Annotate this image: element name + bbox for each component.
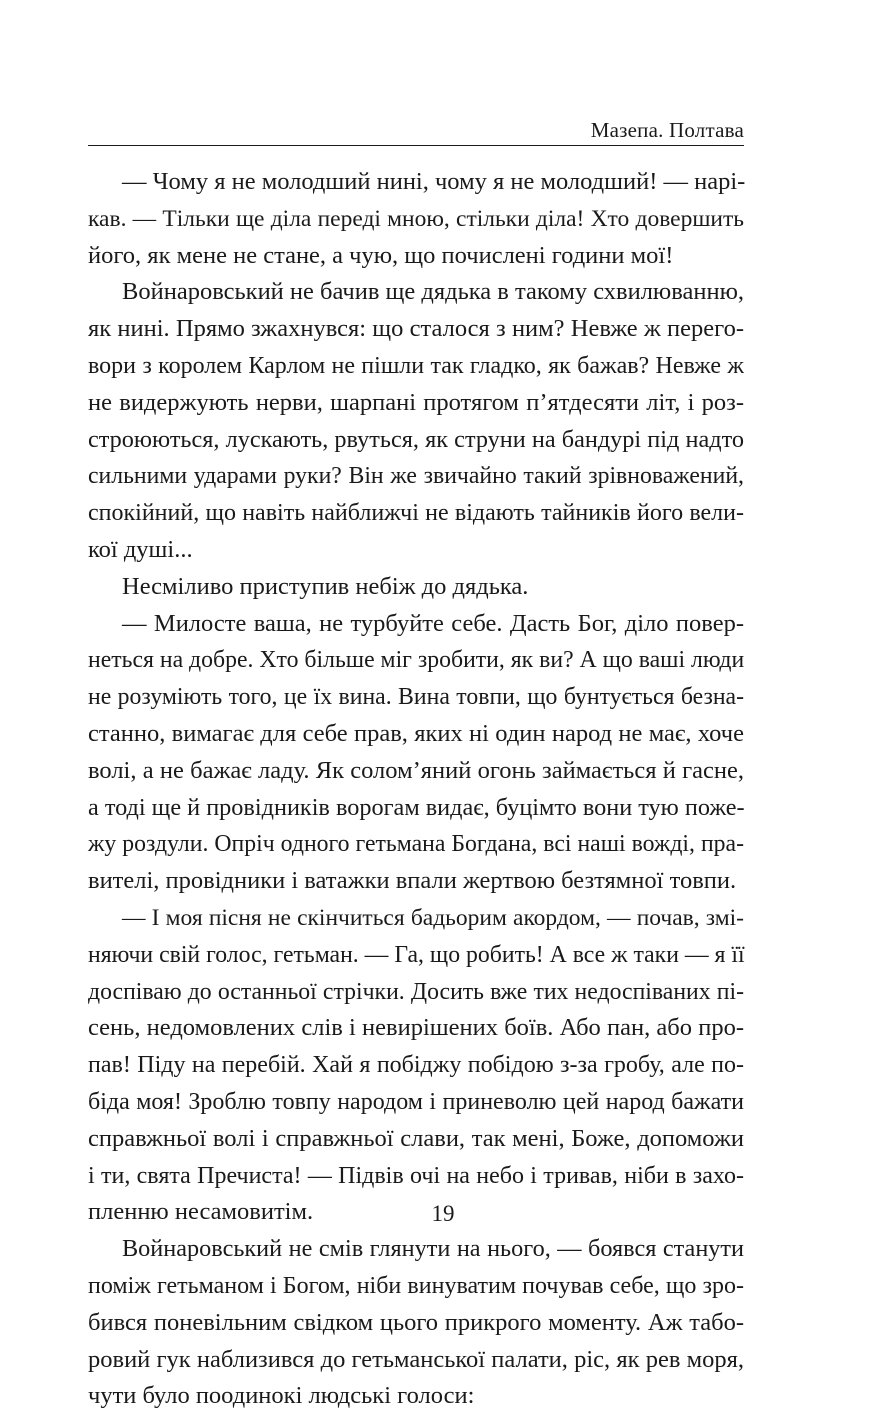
text-line: — І моя пісня не скінчиться бадьорим акордом, — почав, змі- (122, 904, 744, 931)
text-line: — Чому я не молодший нині, чому я не молодший! — нарі- (122, 168, 746, 195)
text-line: чути було поодинокі людські голоси: (88, 1382, 475, 1410)
text-line: доспіваю до останньої стрічки. Досить вже тих недоспіваних пі- (88, 978, 744, 1005)
text-line: поміж гетьманом і Богом, ніби винуватим почував себе, що зро- (88, 1272, 744, 1299)
text-line: станно, вимагає для себе прав, яких ні один народ не має, хоче (88, 719, 744, 747)
text-line: біда моя! Зроблю товпу народом і приневолю цей народ бажати (88, 1088, 744, 1115)
text-line: волі, а не бажає ладу. Як солом’яний огонь займається й гасне, (88, 756, 744, 784)
text-line: строюються, лускають, рвуться, як струни на бандурі під надто (88, 425, 744, 453)
header-rule (88, 145, 744, 146)
text-line: Войнаровський не смів глянути на нього, — боявся станути (122, 1235, 744, 1263)
text-line: — Милосте ваша, не турбуйте себе. Дасть Бог, діло повер- (122, 609, 744, 637)
text-line: кав. — Тільки ще діла переді мною, стільки діла! Хто довершить (88, 205, 744, 232)
text-line: жу роздули. Опріч одного гетьмана Богдана, всі наші вожді, пра- (88, 831, 744, 858)
text-line: сильними ударами руки? Він же звичайно такий зрівноважений, (88, 463, 744, 490)
text-line: спокійний, що навіть найближчі не відають тайників його вели- (88, 500, 744, 527)
text-line: неться на добре. Хто більше міг зробити, як ви? А що ваші люди (88, 647, 745, 674)
text-line: не видержують нерви, шарпані протягом п’ятдесяти літ, і роз- (88, 388, 744, 416)
text-line: справжньої волі і справжньої слави, так мені, Боже, допоможи (88, 1124, 744, 1152)
text-line: ровий гук наблизився до гетьманської палати, ріс, як рев моря, (88, 1345, 744, 1373)
text-line: кої душі... (88, 535, 193, 563)
text-line: Войнаровський не бачив ще дядька в такому схвилюванню, (122, 278, 744, 306)
page-number: 19 (431, 1201, 455, 1226)
text-line: сень, недомовлених слів і невирішених боїв. Або пан, або про- (88, 1014, 744, 1042)
text-line: Несміливо приступив небіж до дядька. (122, 572, 529, 600)
text-line: пав! Піду на перебій. Хай я побіджу побідою з-за гробу, але по- (88, 1052, 744, 1079)
text-line: вори з королем Карлом не пішли так гладко, як бажав? Невже ж (88, 352, 744, 379)
text-line: бився поневільним свідком цього прикрого моменту. Аж табо- (88, 1308, 744, 1336)
text-line: і ти, свята Пречиста! — Підвів очі на небо і тривав, ніби в захо- (88, 1162, 744, 1189)
text-line: вителі, провідники і ватажки впали жертвою безтямної товпи. (88, 867, 737, 895)
text-line: а тоді ще й провідників ворогам видає, буцімто вони тую поже- (88, 793, 745, 821)
text-line: не розуміють того, це їх вина. Вина товпи, що бунтується безна- (88, 684, 744, 711)
text-line: як нині. Прямо зжахнувся: що сталося з ним? Невже ж перего- (88, 315, 744, 343)
text-line: його, як мене не стане, а чую, що почислені години мої! (88, 241, 674, 269)
running-head-title: Мазепа. Полтава (590, 118, 744, 142)
text-line: няючи свій голос, гетьман. — Га, що робить! А все ж таки — я її (88, 941, 745, 968)
text-line: пленню несамовитім. (88, 1198, 314, 1226)
